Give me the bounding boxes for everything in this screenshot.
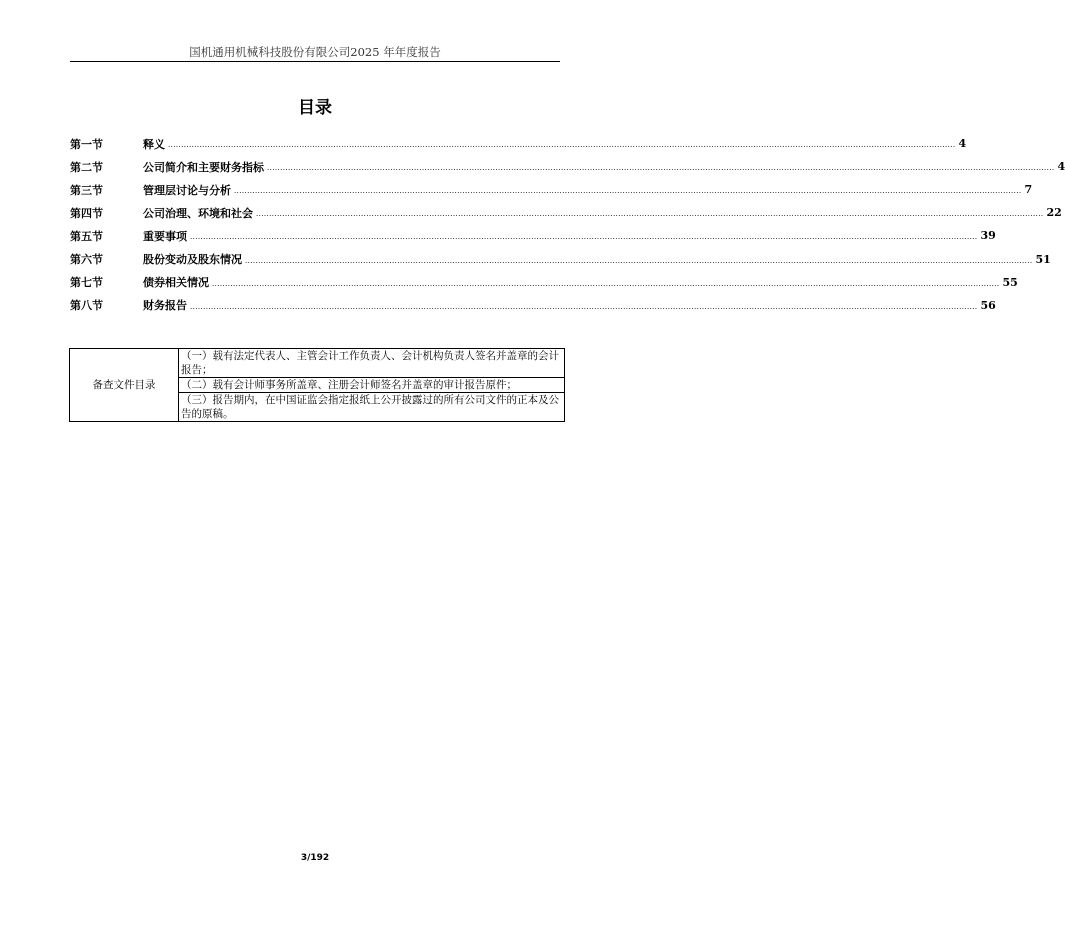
- toc-leader-dots: ............................................................................................................................................................................................................................................................................................................: [256, 210, 1044, 219]
- toc-leader-dots: ............................................................................................................................................................................................................................................................................................................: [190, 302, 978, 311]
- page-number: 3/192: [300, 853, 330, 863]
- toc-leader-dots: ............................................................................................................................................................................................................................................................................................................: [245, 256, 1033, 265]
- toc-section-number: 第一节: [70, 137, 103, 151]
- toc-entry[interactable]: [70, 132, 967, 155]
- toc-section-title: 财务报告: [143, 299, 187, 313]
- toc-entry[interactable]: [70, 271, 1018, 294]
- toc-title: 目录: [298, 98, 332, 118]
- toc-entry[interactable]: [70, 155, 1065, 178]
- toc-leader-dots: ............................................................................................................................................................................................................................................................................................................: [168, 141, 956, 150]
- reference-documents-label: 备查文件目录: [70, 349, 179, 422]
- toc-section-number: 第七节: [70, 276, 103, 290]
- toc-page-number: 7: [1024, 183, 1033, 197]
- toc-page-number: 55: [1002, 275, 1018, 289]
- toc-section-title: 股份变动及股东情况: [143, 253, 242, 267]
- toc-page-number: 4: [958, 137, 967, 151]
- toc-page-number: 51: [1035, 252, 1051, 266]
- toc-section-number: 第五节: [70, 229, 103, 243]
- reference-document-item: （二）载有会计师事务所盖章、注册会计师签名并盖章的审计报告原件；: [179, 378, 565, 393]
- toc-page-number: 56: [980, 298, 996, 312]
- toc-entry[interactable]: [70, 247, 1051, 270]
- toc-section-number: 第三节: [70, 183, 103, 197]
- header-rule: [70, 61, 560, 62]
- page-header: 国机通用机械科技股份有限公司2025 年年度报告: [189, 45, 441, 59]
- reference-document-item: （一）载有法定代表人、主管会计工作负责人、会计机构负责人签名并盖章的会计报告；: [179, 349, 565, 378]
- toc-section-title: 释义: [143, 137, 165, 151]
- toc-page-number: 4: [1057, 160, 1065, 174]
- toc-page-number: 39: [980, 229, 996, 243]
- toc-entry[interactable]: [70, 201, 1062, 224]
- toc-leader-dots: ............................................................................................................................................................................................................................................................................................................: [190, 233, 978, 242]
- toc-section-number: 第六节: [70, 253, 103, 267]
- toc-entry[interactable]: [70, 224, 996, 247]
- toc-section-number: 第二节: [70, 160, 103, 174]
- toc-section-title: 重要事项: [143, 229, 187, 243]
- toc-leader-dots: ............................................................................................................................................................................................................................................................................................................: [212, 279, 1000, 288]
- toc-section-number: 第四节: [70, 206, 103, 220]
- reference-documents-table: [69, 348, 565, 422]
- toc-page-number: 22: [1046, 206, 1062, 220]
- toc-section-title: 公司治理、环境和社会: [143, 206, 253, 220]
- toc-section-title: 管理层讨论与分析: [143, 183, 231, 197]
- reference-document-item: （三）报告期内，在中国证监会指定报纸上公开披露过的所有公司文件的正本及公告的原稿。: [179, 393, 565, 422]
- toc-entry[interactable]: [70, 294, 996, 317]
- toc-section-number: 第八节: [70, 299, 103, 313]
- toc-section-title: 债券相关情况: [143, 276, 209, 290]
- toc-section-title: 公司简介和主要财务指标: [143, 160, 264, 174]
- toc-leader-dots: ............................................................................................................................................................................................................................................................................................................: [267, 164, 1055, 173]
- table-of-contents: [70, 132, 1065, 317]
- toc-leader-dots: ............................................................................................................................................................................................................................................................................................................: [234, 187, 1022, 196]
- toc-entry[interactable]: [70, 178, 1033, 201]
